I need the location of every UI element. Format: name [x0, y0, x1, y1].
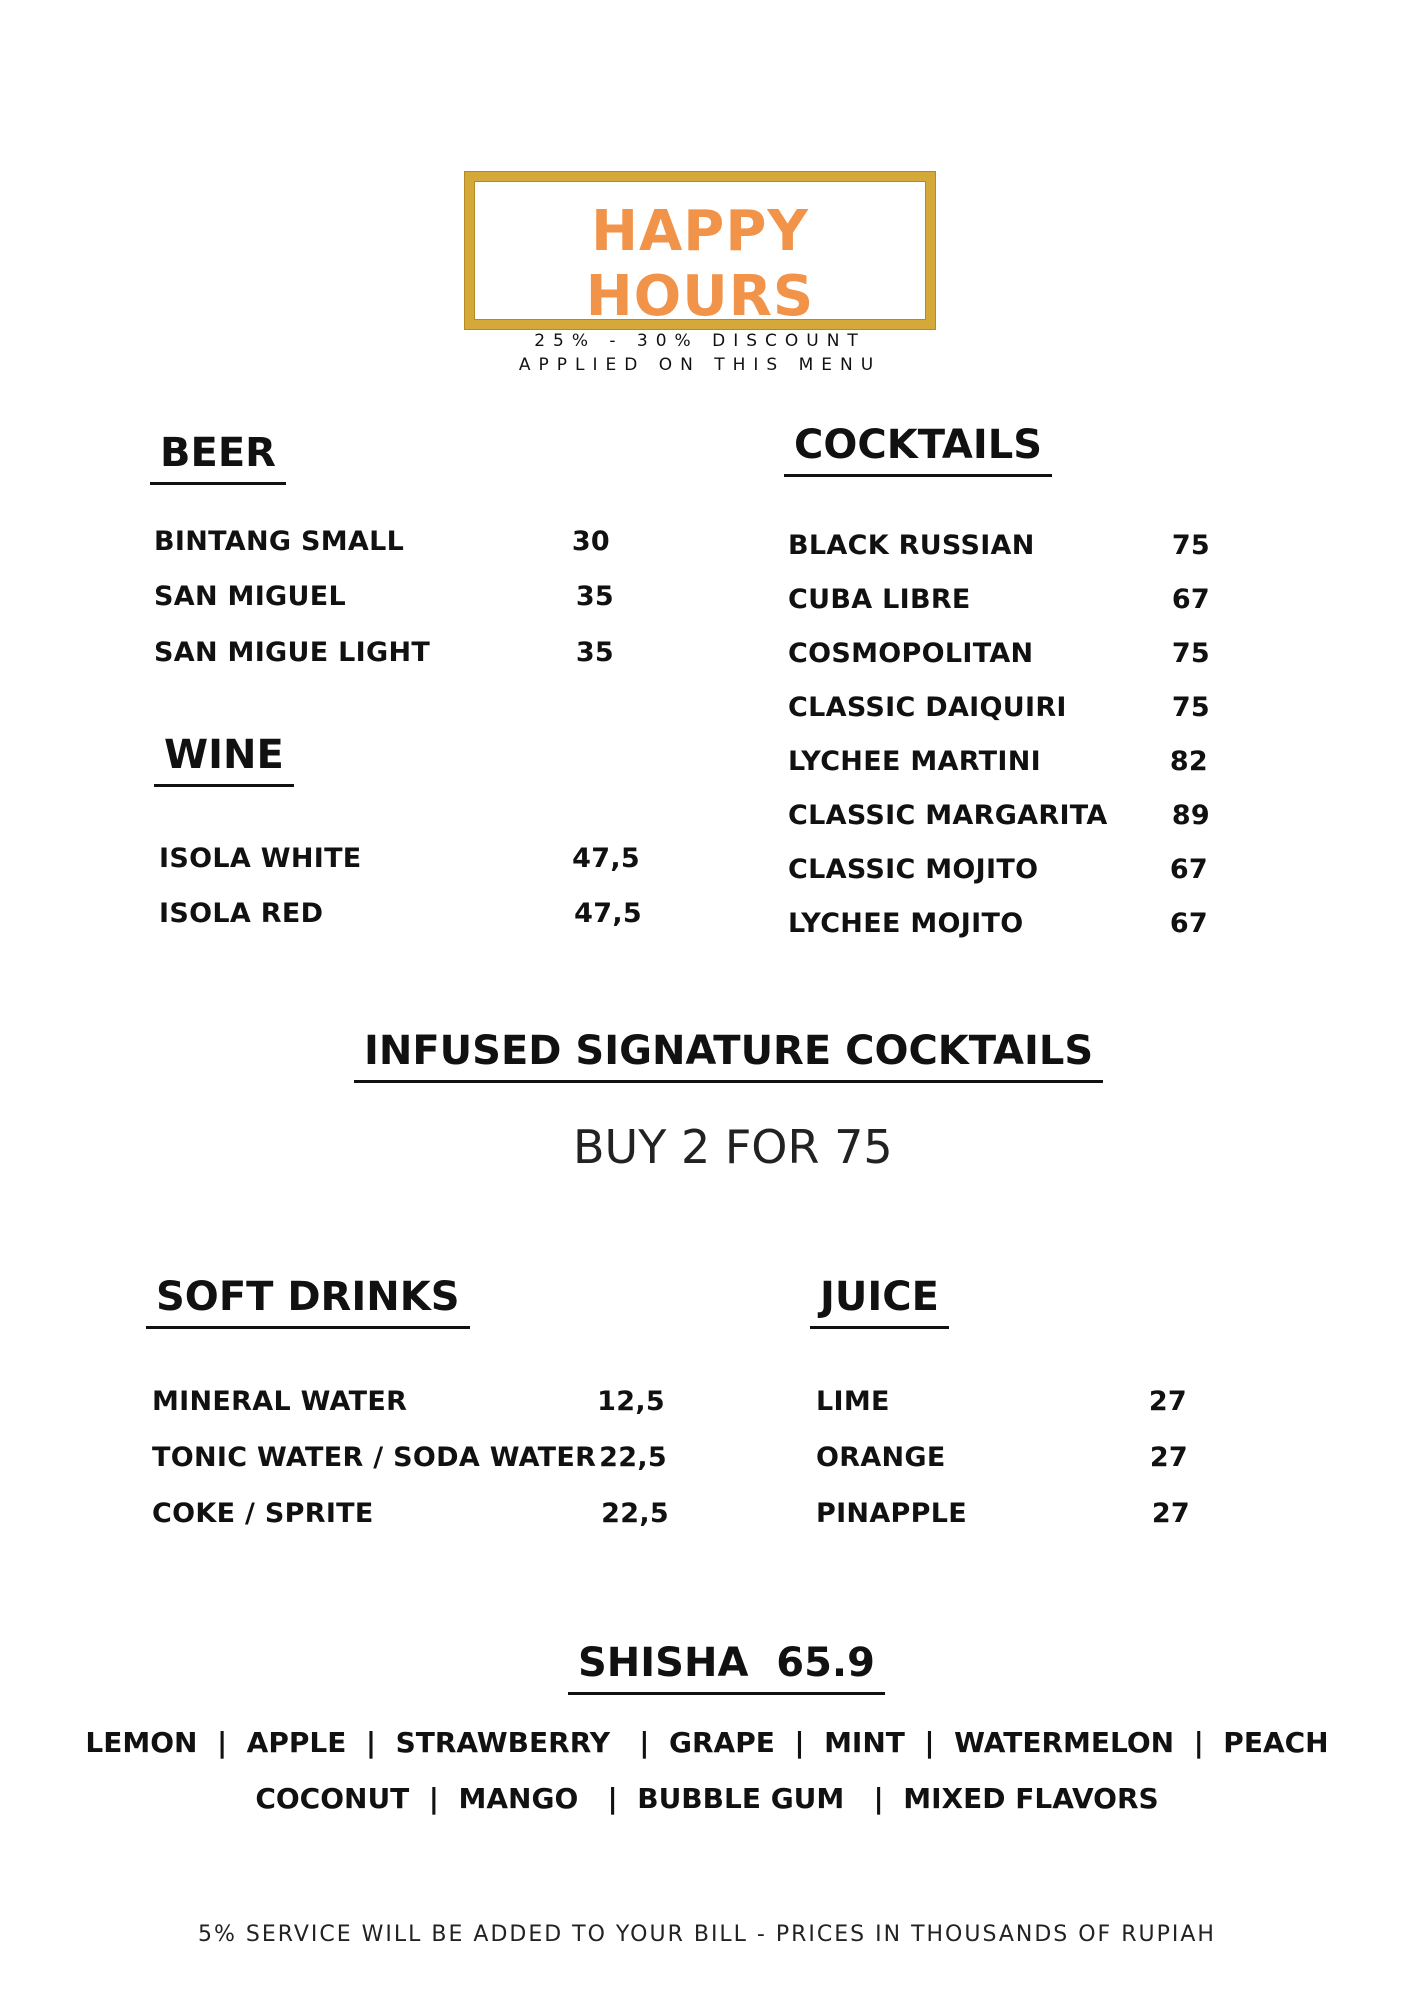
soft-drinks-heading: SOFT DRINKS	[146, 1274, 470, 1329]
cocktail-item-price: 75	[1171, 692, 1210, 723]
infused-promo: BUY 2 FOR 75	[573, 1120, 893, 1174]
juice-item-name: ORANGE	[816, 1442, 946, 1473]
soft-drink-item-name: MINERAL WATER	[152, 1386, 408, 1417]
soft-drink-item-name: COKE / SPRITE	[152, 1498, 374, 1529]
cocktail-item-price: 67	[1171, 584, 1210, 615]
badge-applied-line: APPLIED ON THIS MENU	[518, 355, 882, 375]
shisha-heading: SHISHA 65.9	[568, 1640, 885, 1695]
soft-drink-item-name: TONIC WATER / SODA WATER	[152, 1442, 597, 1473]
wine-item-price: 47,5	[574, 898, 642, 929]
soft-drink-item-price: 22,5	[601, 1498, 669, 1529]
shisha-flavors-line-1: LEMON | APPLE | STRAWBERRY | GRAPE | MINT | WATERMELON | PEACH	[85, 1726, 1329, 1759]
cocktail-item-name: COSMOPOLITAN	[788, 638, 1034, 669]
happy-hours-badge	[465, 172, 935, 375]
soft-drink-item-price: 12,5	[597, 1386, 665, 1417]
juice-item-price: 27	[1151, 1498, 1190, 1529]
cocktails-heading: COCKTAILS	[784, 422, 1052, 477]
shisha-flavors-line-2: COCONUT | MANGO | BUBBLE GUM | MIXED FLAVORS	[255, 1782, 1159, 1815]
cocktail-item-name: LYCHEE MARTINI	[788, 746, 1041, 777]
wine-heading: WINE	[154, 732, 294, 787]
beer-item-price: 35	[575, 637, 614, 668]
juice-item-price: 27	[1149, 1442, 1188, 1473]
cocktail-item-name: CUBA LIBRE	[788, 584, 971, 615]
cocktail-item-name: LYCHEE MOJITO	[788, 908, 1024, 939]
cocktail-item-price: 75	[1171, 530, 1210, 561]
juice-item-name: LIME	[816, 1386, 890, 1417]
cocktail-item-name: CLASSIC MOJITO	[788, 854, 1039, 885]
cocktail-item-name: CLASSIC DAIQUIRI	[788, 692, 1067, 723]
juice-item-name: PINAPPLE	[816, 1498, 967, 1529]
beer-item-name: SAN MIGUE LIGHT	[154, 637, 431, 668]
beer-item-name: BINTANG SMALL	[154, 526, 405, 557]
beer-item-name: SAN MIGUEL	[154, 581, 346, 612]
soft-drink-item-price: 22,5	[599, 1442, 667, 1473]
cocktail-item-name: CLASSIC MARGARITA	[788, 800, 1108, 831]
badge-discount-line: 25% - 30% DISCOUNT	[534, 331, 866, 351]
juice-heading: JUICE	[810, 1274, 949, 1329]
cocktail-item-price: 67	[1169, 908, 1208, 939]
wine-item-name: ISOLA WHITE	[159, 843, 362, 874]
beer-item-price: 35	[575, 581, 614, 612]
juice-item-price: 27	[1148, 1386, 1187, 1417]
cocktail-item-price: 67	[1169, 854, 1208, 885]
wine-item-name: ISOLA RED	[159, 898, 324, 929]
badge-title: HAPPY HOURS	[585, 199, 815, 329]
beer-heading: BEER	[150, 430, 286, 485]
beer-item-price: 30	[571, 526, 610, 557]
footer-note: 5% SERVICE WILL BE ADDED TO YOUR BILL - PRICES IN THOUSANDS OF RUPIAH	[198, 1922, 1216, 1947]
infused-heading: INFUSED SIGNATURE COCKTAILS	[354, 1028, 1103, 1083]
cocktail-item-name: BLACK RUSSIAN	[788, 530, 1035, 561]
cocktail-item-price: 82	[1169, 746, 1208, 777]
wine-item-price: 47,5	[572, 843, 640, 874]
cocktail-item-price: 89	[1171, 800, 1210, 831]
cocktail-item-price: 75	[1171, 638, 1210, 669]
